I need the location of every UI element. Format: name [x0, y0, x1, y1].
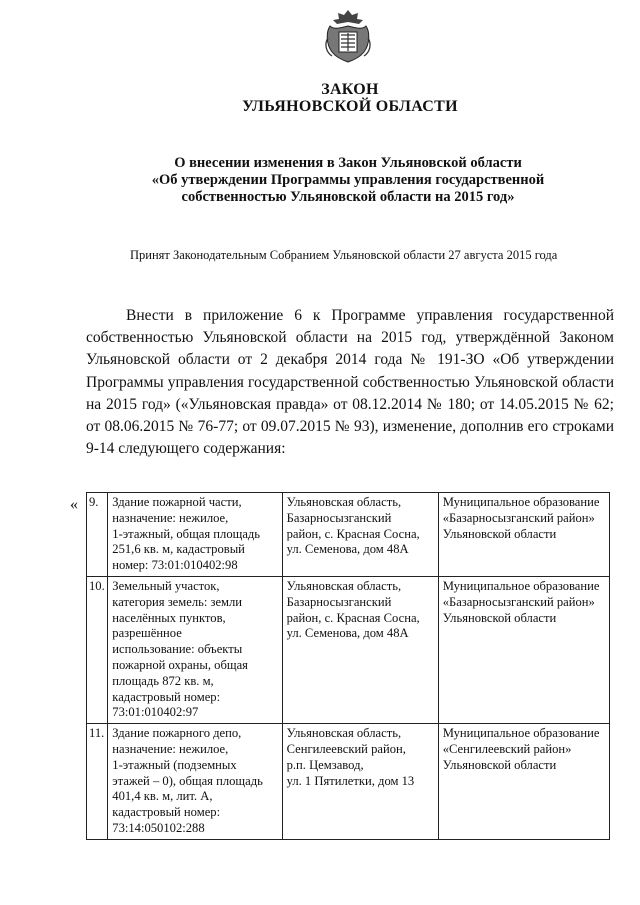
cell-line: Ульяновская область,	[286, 578, 402, 593]
cell-line: назначение: нежилое,	[112, 510, 229, 525]
cell-line: использование: объекты	[112, 642, 243, 657]
cell-line: площадь 872 кв. м,	[112, 673, 214, 688]
cell-line: Базарносызганский	[286, 594, 392, 609]
cell-line: Сенгилеевский район,	[286, 741, 406, 756]
cell-line: Ульяновская область,	[286, 726, 402, 741]
cell-line: Муниципальное образование	[442, 495, 600, 509]
cell-line: Муниципальное образование	[442, 578, 600, 593]
body-paragraph	[86, 305, 614, 460]
cell-line: 401,4 кв. м, лит. А,	[112, 789, 213, 804]
cell-line: ул. Семенова, дом 48А	[286, 542, 409, 557]
location-cell	[282, 493, 438, 577]
cell-line: Муниципальное образование	[442, 726, 600, 741]
location-cell	[282, 724, 438, 840]
owner-cell	[438, 493, 609, 577]
cell-line: кадастровый номер:	[112, 689, 221, 704]
body-line: Внести в приложение 6 к Программе управления государственной	[126, 307, 614, 324]
object-description-cell	[108, 576, 282, 723]
cell-line: номер: 73:01:010402:98	[112, 558, 238, 573]
cell-line: 1-этажный, общая площадь	[112, 526, 261, 541]
body-line: Программы управления государственной собственностью Ульяновской области	[86, 373, 614, 391]
row-number: 11.	[87, 724, 108, 840]
subtitle-line: «Об утверждении Программы управления государственной	[151, 172, 545, 188]
table-row	[87, 493, 610, 577]
cell-line: район, с. Красная Сосна,	[286, 526, 420, 541]
law-title: ЗАКОН	[321, 81, 379, 98]
body-line: собственностью Ульяновской области на 2015 год, утверждённой Законом	[86, 329, 614, 347]
cell-line: р.п. Цемзавод,	[286, 757, 364, 772]
cell-line: «Сенгилеевский район»	[442, 741, 572, 756]
opening-quote: «	[70, 496, 78, 513]
subtitle-line: собственностью Ульяновской области на 2015 год»	[181, 189, 515, 205]
cell-line: разрешённое	[112, 626, 182, 641]
body-line: Ульяновской области от 2 декабря 2014 года № 191-ЗО «Об утверждении	[86, 351, 614, 369]
cell-line: категория земель: земли	[112, 594, 243, 609]
cell-line: ул. Семенова, дом 48А	[286, 626, 409, 641]
cell-line: ул. 1 Пятилетки, дом 13	[286, 773, 415, 788]
cell-line: район, с. Красная Сосна,	[286, 610, 420, 625]
owner-cell	[438, 576, 609, 723]
body-line: от 08.06.2015 № 76-77; от 09.07.2015 № 93), изменение, дополнив его строками	[86, 418, 614, 436]
subtitle-line: О внесении изменения в Закон Ульяновской области	[174, 155, 522, 171]
cell-line: Здание пожарного депо,	[112, 726, 242, 741]
cell-line: населённых пунктов,	[112, 610, 226, 625]
object-description-cell	[108, 724, 282, 840]
row-number: 9.	[87, 493, 108, 577]
cell-line: Ульяновской области	[442, 610, 557, 625]
law-subtitle	[120, 155, 576, 206]
cell-line: 1-этажный (подземных	[112, 757, 237, 772]
cell-line: пожарной охраны, общая	[112, 657, 248, 672]
cell-line: этажей – 0), общая площадь	[112, 773, 263, 788]
property-table	[86, 492, 610, 840]
cell-line: назначение: нежилое,	[112, 741, 229, 756]
coat-of-arms-emblem	[322, 8, 374, 64]
location-cell	[282, 576, 438, 723]
table-row	[87, 724, 610, 840]
table-row	[87, 576, 610, 723]
cell-line: Здание пожарной части,	[112, 495, 242, 509]
body-line: 9-14 следующего содержания:	[86, 440, 286, 458]
cell-line: 73:01:010402:97	[112, 705, 199, 720]
cell-line: Ульяновской области	[442, 526, 557, 541]
cell-line: Ульяновская область,	[286, 495, 402, 509]
body-line: на 2015 год» («Ульяновская правда» от 08.12.2014 № 180; от 14.05.2015 № 62;	[86, 395, 614, 413]
cell-line: Ульяновской области	[442, 757, 557, 772]
adoption-note: Принят Законодательным Собранием Ульяновской области 27 августа 2015 года	[130, 248, 558, 262]
cell-line: 73:14:050102:288	[112, 820, 205, 835]
cell-line: «Базарносызганский район»	[442, 510, 595, 525]
cell-line: Базарносызганский	[286, 510, 392, 525]
cell-line: кадастровый номер:	[112, 805, 221, 820]
cell-line: Земельный участок,	[112, 578, 220, 593]
object-description-cell	[108, 493, 282, 577]
owner-cell	[438, 724, 609, 840]
row-number: 10.	[87, 576, 108, 723]
law-region-title: УЛЬЯНОВСКОЙ ОБЛАСТИ	[242, 98, 458, 115]
cell-line: 251,6 кв. м, кадастровый	[112, 542, 245, 557]
cell-line: «Базарносызганский район»	[442, 594, 595, 609]
